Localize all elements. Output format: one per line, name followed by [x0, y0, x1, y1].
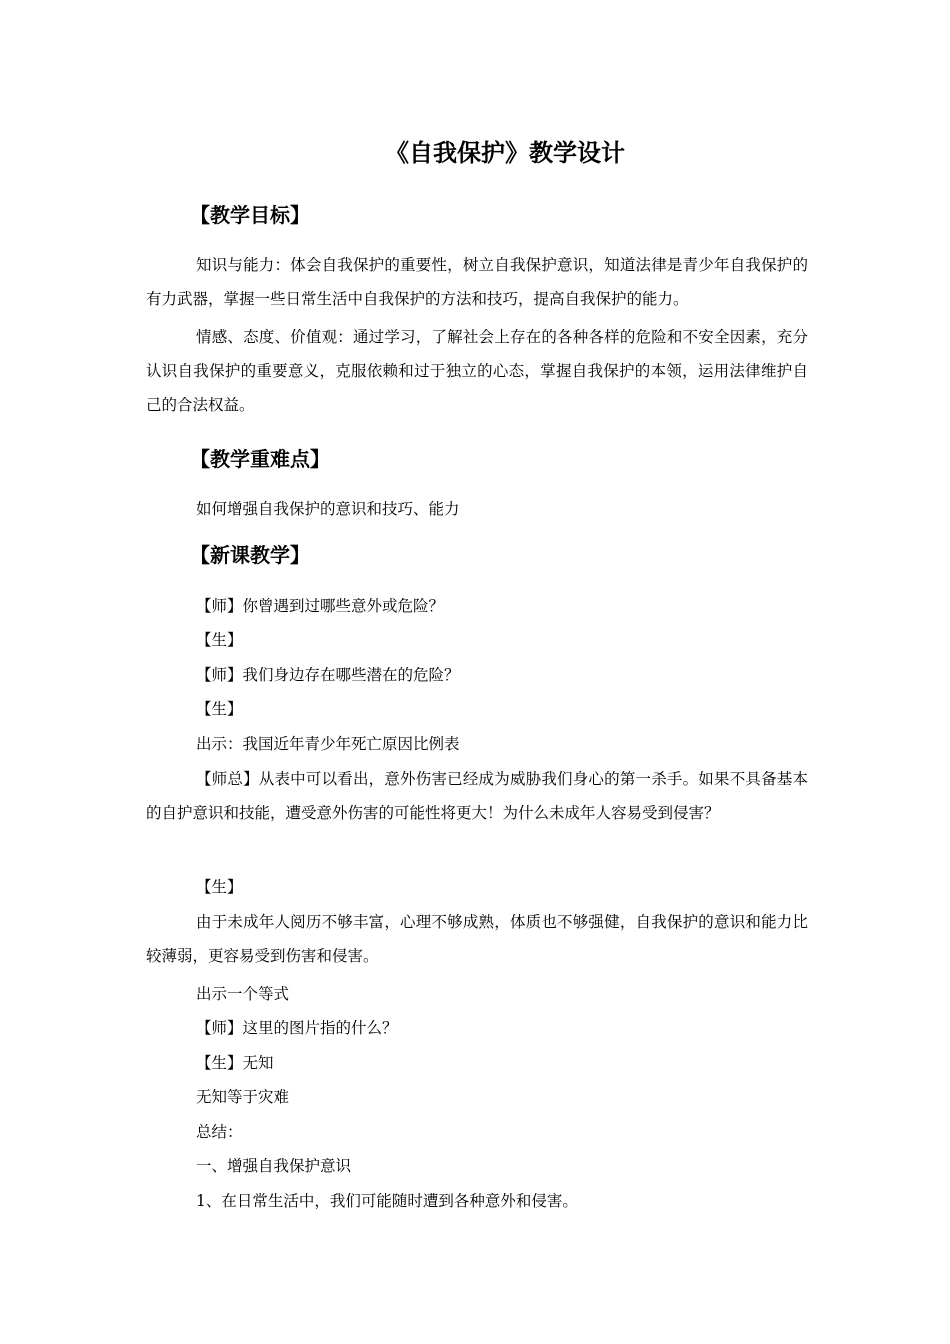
lesson-line-show-equation: 出示一个等式: [196, 985, 290, 1003]
lesson-line-student-1: 【生】: [196, 631, 243, 649]
heading-objectives: 【教学目标】: [190, 203, 310, 227]
lesson-line-student-answer: 【生】无知: [196, 1054, 274, 1072]
lesson-line-student-3: 【生】: [196, 878, 243, 896]
heading-key-points: 【教学重难点】: [190, 447, 330, 471]
lesson-line-teacher-question-1: 【师】你曾遇到过哪些意外或危险？: [196, 597, 445, 615]
heading-new-lesson: 【新课教学】: [190, 543, 310, 567]
lesson-line-ignorance-disaster: 无知等于灾难: [196, 1088, 290, 1106]
lesson-line-show-table: 出示：我国近年青少年死亡原因比例表: [196, 735, 460, 753]
lesson-line-item-1: 1、在日常生活中，我们可能随时遭到各种意外和侵害。: [196, 1192, 578, 1210]
lesson-line-point-one: 一、增强自我保护意识: [196, 1157, 352, 1175]
key-points-text: 如何增强自我保护的意识和技巧、能力: [196, 500, 460, 518]
objectives-knowledge-paragraph: 知识与能力：体会自我保护的重要性，树立自我保护意识，知道法律是青少年自我保护的有力武器，掌握一些日常生活中自我保护的方法和技巧，提高自我保护的能力。: [146, 256, 808, 308]
objectives-attitude-paragraph: 情感、态度、价值观：通过学习，了解社会上存在的各种各样的危险和不安全因素，充分认识自我保护的重要意义，克服依赖和过于独立的心态，掌握自我保护的本领，运用法律维护自己的合法权益。: [146, 328, 808, 414]
teacher-summary-paragraph: 【师总】从表中可以看出，意外伤害已经成为威胁我们身心的第一杀手。如果不具备基本的自护意识和技能，遭受意外伤害的可能性将更大！为什么未成年人容易受到侵害？: [146, 770, 808, 822]
reason-paragraph: 由于未成年人阅历不够丰富，心理不够成熟，体质也不够强健，自我保护的意识和能力比较薄弱，更容易受到伤害和侵害。: [146, 913, 808, 965]
document-title: 《自我保护》教学设计: [385, 139, 625, 167]
lesson-line-student-2: 【生】: [196, 700, 243, 718]
lesson-line-teacher-question-2: 【师】我们身边存在哪些潜在的危险？: [196, 666, 460, 684]
lesson-line-summary-label: 总结：: [196, 1123, 243, 1141]
lesson-line-teacher-question-3: 【师】这里的图片指的什么？: [196, 1019, 398, 1037]
